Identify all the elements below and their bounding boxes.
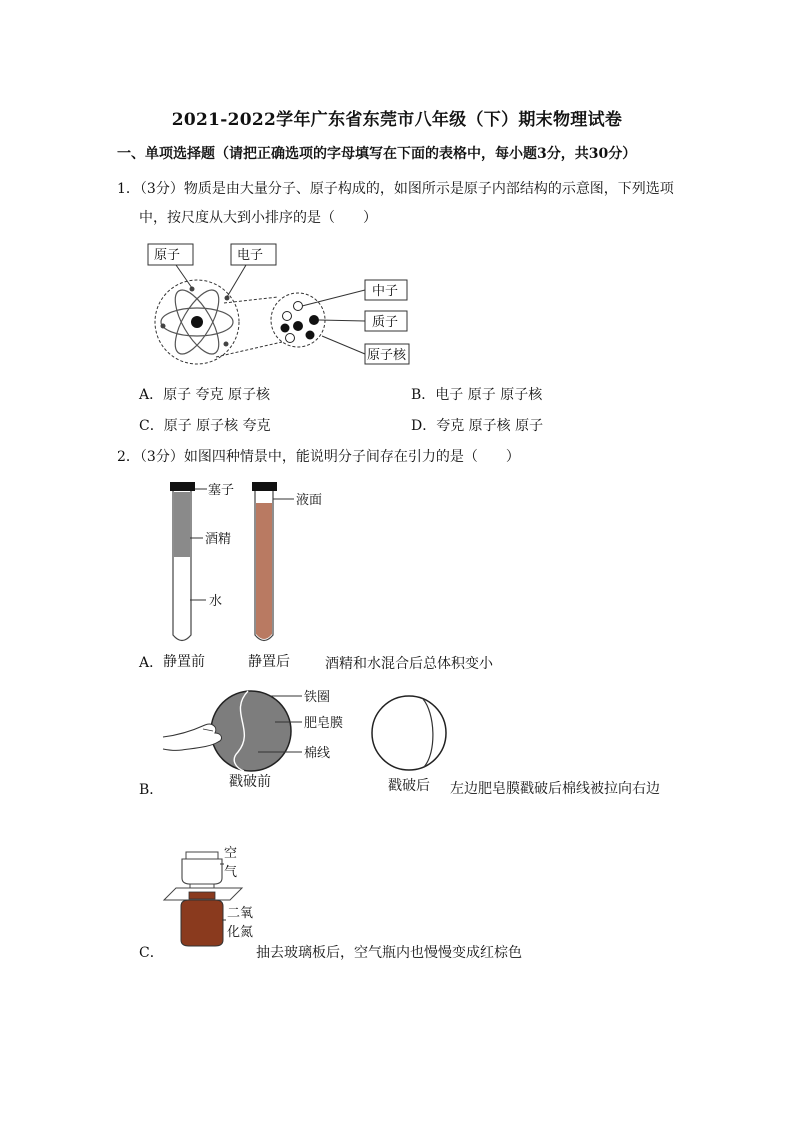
- label-before-poke: 戳破前: [229, 774, 271, 790]
- option-c[interactable]: C．原子 原子核 夸克: [139, 418, 271, 434]
- label-electron: 电子: [237, 248, 264, 263]
- stopper: [170, 482, 195, 491]
- nucleus-dot: [191, 316, 203, 328]
- figure-a-test-tubes: [170, 482, 322, 641]
- neutron-dot: [294, 302, 303, 311]
- label-proton: 质子: [372, 315, 399, 330]
- page-title: 2021-2022学年广东省东莞市八年级（下）期末物理试卷: [171, 110, 623, 130]
- question-2-line1: 2．（3分）如图四种情景中，能说明分子间存在引力的是（ ）: [117, 449, 520, 465]
- proton-dot: [293, 321, 303, 331]
- stopper: [252, 482, 277, 491]
- option-a[interactable]: A．原子 夸克 原子核: [139, 387, 271, 403]
- label-soap-film: 肥皂膜: [304, 716, 344, 731]
- label-no2-2: 化氮: [227, 925, 254, 940]
- figure-c-caption: 抽去玻璃板后，空气瓶内也慢慢变成红棕色: [256, 945, 522, 961]
- label-alcohol: 酒精: [205, 532, 232, 547]
- label-atom: 原子: [154, 248, 181, 263]
- mixed-liquid: [256, 503, 272, 639]
- neutron-dot: [283, 312, 292, 321]
- label-stopper: 塞子: [208, 483, 235, 498]
- label-after-poke: 戳破后: [388, 778, 430, 794]
- proton-dot: [309, 315, 319, 325]
- option-b-label[interactable]: B．: [139, 782, 164, 798]
- electron-dot: [224, 342, 229, 347]
- hand-icon: [163, 724, 222, 750]
- no2-bottle: [181, 900, 223, 946]
- neutron-dot: [286, 334, 295, 343]
- alcohol-layer: [174, 492, 190, 557]
- option-c-label[interactable]: C．: [139, 945, 164, 961]
- figure-b-caption: 左边肥皂膜戳破后棉线被拉向右边: [450, 781, 660, 797]
- label-water: 水: [209, 594, 223, 609]
- label-neutron: 中子: [372, 284, 399, 299]
- atom-diagram: [148, 244, 409, 364]
- air-bottle: [182, 859, 222, 884]
- electron-dot: [161, 324, 166, 329]
- option-d[interactable]: D．夸克 原子核 原子: [411, 418, 544, 434]
- figure-c-gas-bottles: [164, 845, 253, 946]
- label-after-still: 静置后: [248, 654, 290, 670]
- question-1-line2: 中，按尺度从大到小排序的是（ ）: [139, 210, 377, 226]
- label-cotton-thread: 棉线: [304, 746, 331, 761]
- label-liquid-surface: 液面: [296, 493, 323, 508]
- option-b[interactable]: B．电子 原子 原子核: [411, 387, 543, 403]
- question-1-line1: 1．（3分）物质是由大量分子、原子构成的，如图所示是原子内部结构的示意图，下列选项: [117, 181, 674, 197]
- label-air-2: 气: [224, 865, 238, 880]
- figure-b-soap-film: [163, 689, 446, 771]
- label-iron-ring: 铁圈: [304, 690, 331, 705]
- section-heading: 一、单项选择题（请把正确选项的字母填写在下面的表格中，每小题3分，共30分）: [117, 146, 637, 162]
- proton-dot: [281, 324, 290, 333]
- figure-a-caption: 酒精和水混合后总体积变小: [325, 656, 493, 672]
- label-nucleus: 原子核: [367, 348, 407, 363]
- proton-dot: [306, 331, 315, 340]
- label-no2-1: 二氧: [227, 906, 254, 921]
- label-before-still: 静置前: [163, 654, 205, 670]
- soap-film-before: [211, 691, 291, 771]
- label-air-1: 空: [224, 846, 238, 861]
- soap-film-after: [372, 696, 446, 770]
- option-a-label[interactable]: A．: [139, 655, 164, 671]
